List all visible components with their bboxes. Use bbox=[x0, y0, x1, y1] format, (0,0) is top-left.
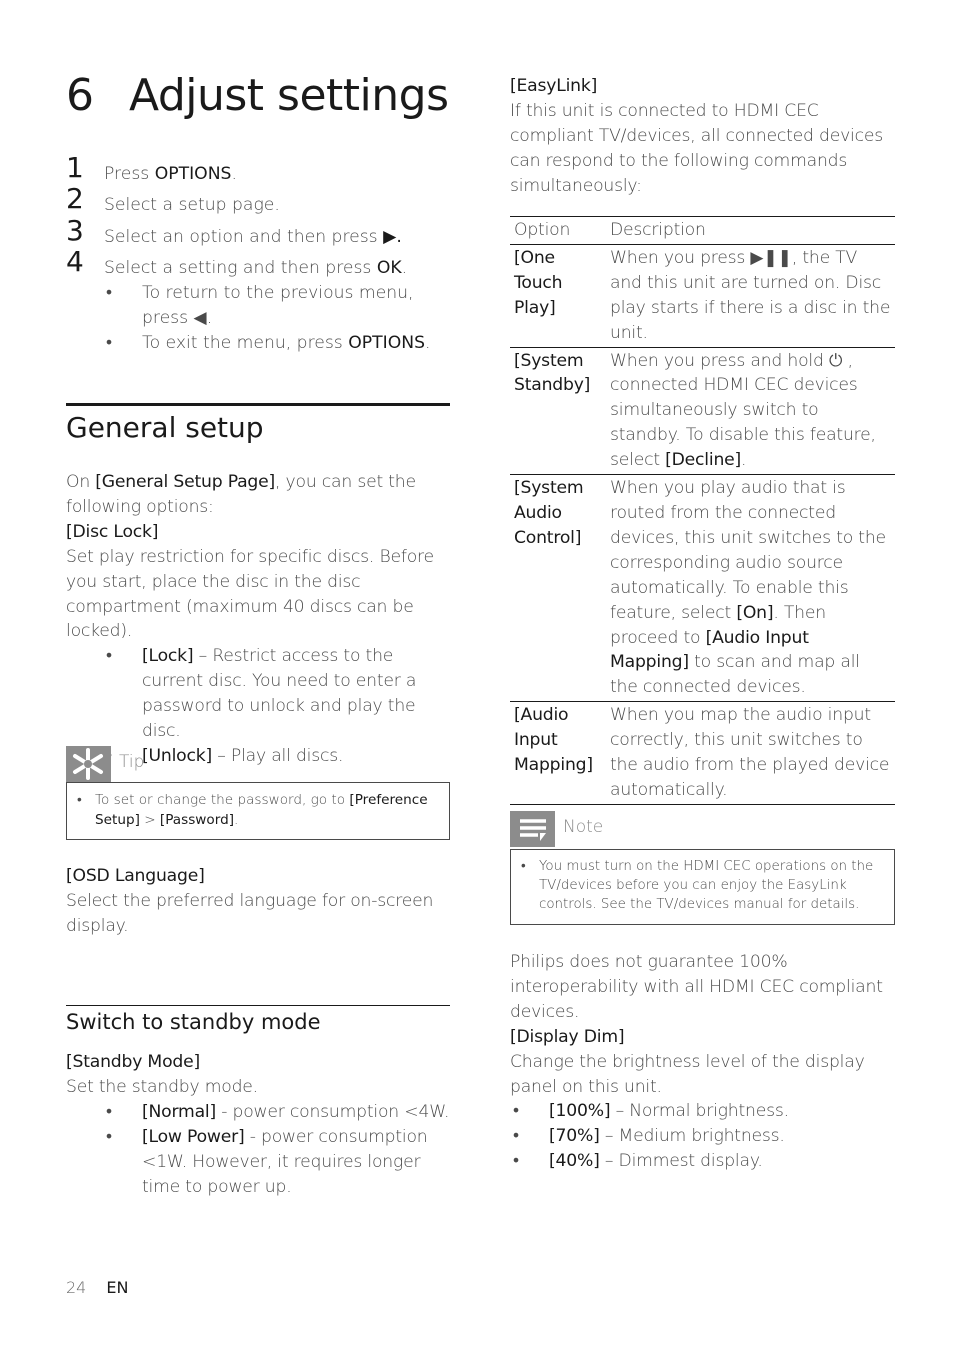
table-row bbox=[510, 347, 895, 475]
tip-label: Tip bbox=[119, 752, 145, 772]
intro-bold: [General Setup Page] bbox=[95, 472, 276, 492]
step-text: Select a setup page. bbox=[104, 195, 280, 216]
step-bold: OK bbox=[376, 258, 402, 279]
desc-text-post: . bbox=[741, 450, 747, 471]
easylink-desc: If this unit is connected to HDMI CEC compliant TV/devices, all connected devices can respond to the following commands simultaneously: bbox=[510, 100, 883, 196]
option-text: - power consumption <1W. However, it requires longer time to power up. bbox=[142, 1126, 428, 1197]
option-bold: [100%] bbox=[549, 1101, 611, 1122]
desc-text-mid: . Then proceed to bbox=[610, 602, 826, 648]
chapter-title-text: Adjust settings bbox=[129, 70, 449, 121]
desc-text: When you play audio that is routed from the connected devices, this unit switches to the corresponding audio source automatically. To enable this feature, select bbox=[610, 478, 886, 623]
note-header bbox=[510, 811, 895, 847]
disc-lock-label: [Disc Lock] bbox=[66, 521, 159, 542]
bullet: • bbox=[106, 283, 113, 304]
option-text: – Normal brightness. bbox=[610, 1101, 789, 1122]
option-bold: [Lock] bbox=[142, 646, 194, 667]
standby-desc: Set the standby mode. bbox=[66, 1076, 258, 1097]
desc-bold: [Audio Input Mapping] bbox=[610, 627, 809, 673]
intro-text: On bbox=[66, 472, 96, 492]
table-row bbox=[510, 244, 895, 347]
description-cell bbox=[606, 244, 895, 347]
bullet: • bbox=[106, 332, 113, 353]
table-row bbox=[510, 475, 895, 702]
steps-list bbox=[66, 151, 450, 356]
bullet: • bbox=[106, 1126, 112, 1147]
display-dim-option bbox=[510, 1099, 895, 1124]
note-label: Note bbox=[563, 817, 604, 837]
tip-bold: [Preference Setup] bbox=[95, 792, 428, 828]
description-cell bbox=[606, 702, 895, 805]
standby-content bbox=[66, 1050, 450, 1199]
page-number: 24 bbox=[66, 1278, 87, 1297]
standby-option bbox=[66, 1100, 450, 1125]
bullet: • bbox=[106, 1101, 112, 1122]
step-item bbox=[66, 182, 450, 218]
option-text: – Restrict access to the current disc. You need to enter a password to unlock and play the disc. bbox=[142, 646, 417, 742]
table-row bbox=[510, 702, 895, 805]
option-bold: [Normal] bbox=[142, 1101, 216, 1122]
desc-text: When you press and hold ⏻ , connected HDMI CEC devices simultaneously switch to standby. To disable this feature, select bbox=[610, 350, 876, 471]
osd-label: [OSD Language] bbox=[66, 866, 205, 886]
table-header-row bbox=[510, 217, 895, 245]
chapter-title bbox=[66, 70, 449, 121]
bullet: • bbox=[513, 1126, 519, 1147]
tip-text: To set or change the password, go to bbox=[95, 792, 350, 808]
display-dim-desc: Change the brightness level of the display panel on this unit. bbox=[510, 1051, 865, 1097]
desc-bold: [On] bbox=[736, 602, 774, 623]
bullet: • bbox=[513, 1151, 519, 1172]
easylink-intro bbox=[510, 74, 895, 199]
bullet: • bbox=[77, 792, 82, 808]
step-item bbox=[66, 151, 450, 187]
disc-lock-option bbox=[66, 644, 450, 744]
step-number: 4 bbox=[66, 245, 84, 279]
tip-bold: [Password] bbox=[159, 812, 235, 828]
option-text: – Medium brightness. bbox=[599, 1126, 785, 1147]
step-sub-item bbox=[66, 281, 450, 331]
step-number: 2 bbox=[66, 182, 84, 216]
osd-desc: Select the preferred language for on-screen display. bbox=[66, 890, 434, 936]
display-dim-content bbox=[510, 950, 895, 1174]
option-cell: [One Touch Play] bbox=[514, 247, 563, 318]
step-text: Select an option and then press bbox=[104, 226, 384, 247]
bullet: • bbox=[521, 859, 526, 874]
standby-option bbox=[66, 1125, 450, 1200]
description-cell bbox=[606, 475, 895, 702]
description-cell bbox=[606, 347, 895, 475]
section-heading-standby: Switch to standby mode bbox=[66, 1010, 321, 1034]
step-text-post: . bbox=[231, 164, 237, 184]
tip-icon bbox=[66, 746, 111, 782]
sub-bold: OPTIONS bbox=[348, 332, 425, 353]
option-bold: [40%] bbox=[549, 1151, 600, 1172]
subsection-divider bbox=[66, 1005, 450, 1006]
guarantee-text: Philips does not guarantee 100% interoperability with all HDMI CEC compliant devices. bbox=[510, 952, 883, 1022]
display-dim-label: [Display Dim] bbox=[510, 1026, 625, 1047]
osd-language-content bbox=[66, 864, 450, 939]
display-dim-option bbox=[510, 1124, 895, 1149]
option-text: - power consumption <4W. bbox=[216, 1101, 450, 1122]
step-item bbox=[66, 245, 450, 281]
bullet: • bbox=[513, 1101, 519, 1122]
display-dim-option bbox=[510, 1149, 895, 1174]
option-cell: [System Audio Control] bbox=[514, 478, 584, 548]
easylink-label: [EasyLink] bbox=[510, 76, 598, 96]
option-bold: [Low Power] bbox=[142, 1126, 245, 1147]
desc-text: When you map the audio input correctly, this unit switches to the audio from the played device automatically. bbox=[610, 705, 890, 800]
option-text: – Dimmest display. bbox=[599, 1151, 763, 1172]
step-text-post: . bbox=[401, 258, 408, 279]
column-header-description: Description bbox=[610, 220, 706, 240]
sub-text-post: . bbox=[425, 332, 431, 353]
step-text-post: ▶. bbox=[383, 226, 402, 247]
step-text: Select a setting and then press bbox=[104, 258, 377, 279]
desc-text: When you press ▶❚❚, the TV and this unit are turned on. Disc play starts if there is a disc in the unit. bbox=[610, 247, 891, 343]
desc-text-post: to scan and map all the connected devices. bbox=[610, 652, 860, 698]
option-bold: [70%] bbox=[549, 1126, 600, 1147]
column-header-option: Option bbox=[514, 220, 571, 240]
chapter-number: 6 bbox=[66, 70, 94, 121]
step-item bbox=[66, 213, 450, 250]
note-text: You must turn on the HDMI CEC operations on the TV/devices before you can enjoy the EasyLink controls. See the TV/devices manual for details. bbox=[539, 859, 874, 912]
intro-text-post: , you can set the following options: bbox=[66, 472, 416, 517]
step-text: Press bbox=[104, 164, 155, 184]
note-box bbox=[510, 849, 895, 925]
note-icon bbox=[510, 811, 555, 847]
standby-label: [Standby Mode] bbox=[66, 1052, 200, 1072]
step-number: 1 bbox=[66, 151, 84, 184]
sub-text: To return to the previous menu, press ◀. bbox=[142, 283, 414, 329]
language-code: EN bbox=[106, 1278, 129, 1297]
option-cell: [Audio Input Mapping] bbox=[514, 705, 593, 776]
option-bold: [Unlock] bbox=[142, 745, 212, 766]
step-number: 3 bbox=[66, 213, 84, 247]
disc-lock-desc: Set play restriction for specific discs. Before you start, place the disc in the disc compartment (maximum 40 discs can be locked). bbox=[66, 546, 434, 642]
option-cell: [System Standby] bbox=[514, 350, 591, 396]
easylink-options-table bbox=[510, 216, 895, 805]
step-sub-item bbox=[66, 331, 450, 356]
step-bold: OPTIONS bbox=[154, 164, 232, 184]
tip-box bbox=[66, 782, 450, 840]
desc-bold: [Decline] bbox=[665, 450, 742, 471]
section-divider bbox=[66, 403, 450, 406]
option-text: – Play all discs. bbox=[211, 745, 344, 766]
page-footer bbox=[66, 1278, 128, 1297]
tip-text-mid: > bbox=[139, 812, 160, 828]
tip-text-post: . bbox=[234, 812, 239, 828]
general-intro bbox=[66, 470, 450, 520]
section-heading-general-setup: General setup bbox=[66, 411, 264, 444]
general-setup-content bbox=[66, 470, 450, 769]
tip-header bbox=[66, 746, 450, 782]
bullet: • bbox=[106, 646, 112, 667]
sub-text: To exit the menu, press bbox=[142, 332, 349, 353]
